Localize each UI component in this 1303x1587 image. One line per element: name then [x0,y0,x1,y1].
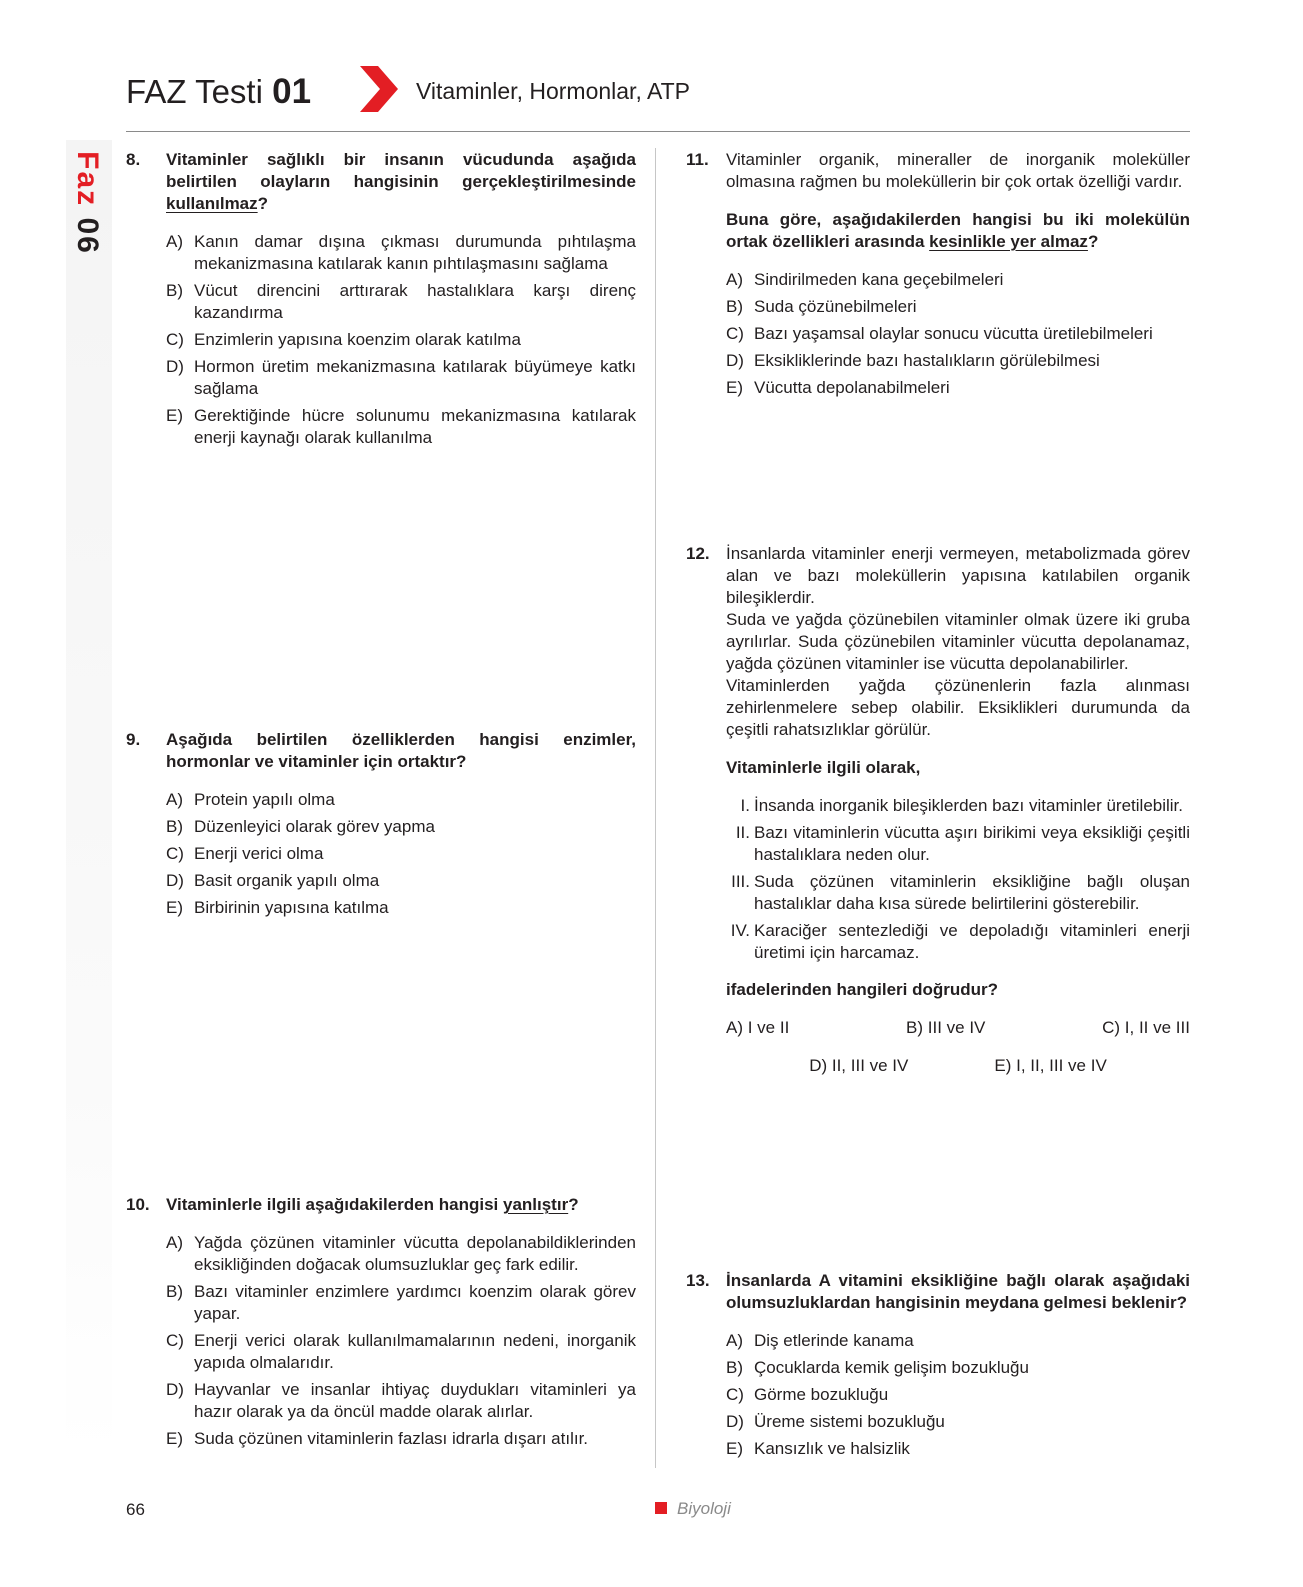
statement-text: Karaciğer sentezlediği ve depoladığı vitaminleri enerji üretimi için harcamaz. [754,921,1190,962]
option-text: Kansızlık ve halsizlik [754,1439,910,1458]
option-letter: E) [726,378,743,397]
option-letter: C) [166,844,184,863]
option-text: Enzimlerin yapısına koenzim olarak katılma [194,330,521,349]
option-text: Bazı yaşamsal olaylar sonucu vücutta üretilebilmeleri [754,324,1153,343]
question-stem: Aşağıda belirtilen özelliklerden hangisi enzimler, hormonlar ve vitaminler için ortaktır? [166,730,636,771]
answer-row-2 [726,1055,1190,1077]
statement-iii [726,871,1190,915]
answer-e[interactable]: E) I, II, III ve IV [994,1056,1107,1075]
statement-iv [726,920,1190,964]
option-list [726,269,1190,399]
stem-end: ? [1087,232,1099,251]
stem-emphasis: kullanılmaz [166,194,258,213]
option-text: Basit organik yapılı olma [194,871,380,890]
option-text: Enerji verici olma [194,844,324,863]
option-letter: E) [166,1429,183,1448]
question-8 [126,149,636,454]
option-letter: C) [726,1385,744,1404]
option-e[interactable] [166,1428,636,1450]
option-letter: D) [726,351,744,370]
option-list [166,789,636,919]
option-e[interactable] [726,1438,1190,1460]
question-number: 9. [126,730,141,749]
question-10 [126,1194,636,1455]
side-strip [66,140,112,1460]
statement-text: İnsanda inorganik bileşiklerden bazı vitaminler üretilebilir. [754,796,1184,815]
title-prefix: FAZ Testi [126,73,263,110]
option-a[interactable] [166,1232,636,1276]
option-c[interactable] [166,843,636,865]
question-11 [686,149,1190,404]
stem-text: Vitaminlerle ilgili aşağıdakilerden hangisi [166,1195,503,1214]
question-number: 11. [686,150,709,169]
page-number: 66 [126,1500,145,1519]
statement-i [726,795,1190,817]
option-letter: A) [726,270,743,289]
chevron-right-icon [358,66,400,112]
option-letter: E) [166,898,183,917]
option-text: Çocuklarda kemik gelişim bozukluğu [754,1358,1029,1377]
option-e[interactable] [726,377,1190,399]
question-stem: İnsanlarda A vitamini eksikliğine bağlı olarak aşağıdaki olumsuzluklardan hangisinin meydana gelmesi beklenir? [726,1271,1190,1312]
option-text: Hormon üretim mekanizmasına katılarak büyümeye katkı sağlama [194,357,636,398]
option-text: Protein yapılı olma [194,790,335,809]
option-letter: C) [166,1331,184,1350]
option-letter: D) [166,1380,184,1399]
option-letter: C) [726,324,744,343]
question-stem [726,209,1190,253]
option-text: Suda çözünebilmeleri [754,297,917,316]
answer-a[interactable]: A) I ve II [726,1018,790,1037]
passage-paragraph: İnsanlarda vitaminler enerji vermeyen, metabolizmada görev alan ve bazı moleküllerin yapısına katılabilen organik bileşiklerdir. [726,544,1190,607]
option-text: Gerektiğinde hücre solunumu mekanizmasına katılarak enerji kaynağı olarak kullanılma [194,406,636,447]
option-b[interactable] [726,1357,1190,1379]
question-lead: Vitaminlerle ilgili olarak, [726,758,921,777]
statement-text: Suda çözünen vitaminlerin eksikliğine bağlı oluşan hastalıklar daha kısa sürede belirtilerini gösterebilir. [754,872,1190,913]
subject-label: Biyoloji [677,1499,731,1518]
option-a[interactable] [166,789,636,811]
answer-d[interactable]: D) II, III ve IV [809,1056,909,1075]
option-text: Suda çözünen vitaminlerin fazlası idrarla dışarı atılır. [194,1429,589,1448]
question-13 [686,1270,1190,1465]
option-text: Kanın damar dışına çıkması durumunda pıhtılaşma mekanizmasına katılarak kanın pıhtılaşmasını sağlama [194,232,636,273]
option-letter: D) [726,1412,744,1431]
option-c[interactable] [726,323,1190,345]
stem-text: Vitaminler sağlıklı bir insanın vücudunda aşağıda belirtilen olayların hangisinin gerçekleştirilmesinde [166,150,636,191]
answer-b[interactable]: B) III ve IV [906,1018,986,1037]
option-text: Eksikliklerinde bazı hastalıkların görülebilmesi [754,351,1100,370]
option-letter: B) [166,1282,183,1301]
option-list [726,1330,1190,1460]
option-d[interactable] [166,356,636,400]
option-letter: B) [726,1358,743,1377]
option-letter: C) [166,330,184,349]
side-tab-number: 06 [71,217,104,255]
question-stem [166,149,636,215]
option-text: Üreme sistemi bozukluğu [754,1412,945,1431]
option-text: Bazı vitaminler enzimlere yardımcı koenzim olarak görev yapar. [194,1282,636,1323]
passage-paragraph: Suda ve yağda çözünebilen vitaminler olmak üzere iki gruba ayrılırlar. Suda çözünebilen vitaminler vücutta depolanamaz, yağda çözünen vitaminler ise vücutta depolanabilirler. [726,610,1190,673]
option-text: Sindirilmeden kana geçebilmeleri [754,270,1004,289]
option-letter: E) [166,406,183,425]
option-text: Enerji verici olarak kullanılmamalarının nedeni, inorganik yapıda olmalarıdır. [194,1331,636,1372]
answer-c[interactable]: C) I, II ve III [1102,1018,1190,1037]
option-d[interactable] [166,870,636,892]
option-b[interactable] [726,296,1190,318]
option-list [166,1232,636,1450]
side-tab-label: Faz [71,151,104,208]
option-b[interactable] [166,280,636,324]
option-b[interactable] [166,1281,636,1325]
option-letter: B) [726,297,743,316]
option-c[interactable] [166,329,636,351]
side-tab [70,148,104,258]
question-intro: Vitaminler organik, mineraller de inorganik moleküller olmasına rağmen bu moleküllerin bir çok ortak özelliği vardır. [726,150,1190,191]
question-stem: ifadelerinden hangileri doğrudur? [726,980,999,999]
option-list [166,231,636,449]
option-text: Vücutta depolanabilmeleri [754,378,950,397]
option-b[interactable] [166,816,636,838]
option-text: Görme bozukluğu [754,1385,889,1404]
option-a[interactable] [726,269,1190,291]
option-text: Vücut direncini arttırarak hastalıklara karşı direnç kazandırma [194,281,636,322]
stem-text: Buna göre, aşağıdakilerden hangisi bu iki molekülün ortak özellikleri arasında [726,210,1190,251]
statement-numeral: I. [740,796,750,815]
option-d[interactable] [726,350,1190,372]
option-letter: E) [726,1439,743,1458]
question-9 [126,729,636,924]
option-text: Düzenleyici olarak görev yapma [194,817,435,836]
square-icon [655,1502,667,1514]
stem-emphasis: kesinlikle yer almaz [929,232,1088,251]
statement-numeral: III. [731,872,750,891]
option-a[interactable] [726,1330,1190,1352]
question-stem [166,1194,636,1216]
question-number: 10. [126,1195,150,1214]
option-letter: D) [166,871,184,890]
statement-text: Bazı vitaminlerin vücutta aşırı birikimi veya eksikliği çeşitli hastalıklara neden olur. [754,823,1190,864]
option-letter: A) [166,1233,183,1252]
option-a[interactable] [166,231,636,275]
option-letter: A) [166,232,183,251]
statement-numeral: II. [735,823,750,842]
title-number: 01 [272,72,312,111]
option-letter: B) [166,817,183,836]
option-d[interactable] [726,1411,1190,1433]
stem-emphasis: yanlıştır [502,1195,569,1214]
question-number: 12. [686,544,710,563]
statement-ii [726,822,1190,866]
option-letter: A) [726,1331,743,1350]
option-e[interactable] [166,405,636,449]
option-c[interactable] [726,1384,1190,1406]
option-letter: D) [166,357,184,376]
option-letter: B) [166,281,183,300]
option-c[interactable] [166,1330,636,1374]
option-d[interactable] [166,1379,636,1423]
option-text: Diş etlerinde kanama [754,1331,914,1350]
option-text: Hayvanlar ve insanlar ihtiyaç duydukları vitaminleri ya hazır olarak ya da öncül madde olarak alırlar. [194,1380,636,1421]
stem-end: ? [257,194,269,213]
column-divider [655,148,656,1468]
header-divider [126,131,1190,132]
side-tab-text [70,151,104,255]
option-text: Birbirinin yapısına katılma [194,898,389,917]
option-e[interactable] [166,897,636,919]
passage-paragraph: Vitaminlerden yağda çözünenlerin fazla alınması zehirlenmelere sebep olabilir. Eksiklikleri durumunda da çeşitli rahatsızlıklar görülür. [726,676,1190,739]
question-number: 8. [126,150,141,169]
page-title [126,72,311,112]
statement-list [726,795,1190,964]
question-12 [686,543,1190,1077]
page-subtitle: Vitaminler, Hormonlar, ATP [416,78,690,104]
answer-row-1 [726,1017,1190,1039]
statement-numeral: IV. [730,921,750,940]
question-number: 13. [686,1271,710,1290]
option-letter: A) [166,790,183,809]
option-text: Yağda çözünen vitaminler vücutta depolanabildiklerinden eksikliğinden doğacak olumsuzluklar geç fark edilir. [194,1233,636,1274]
stem-end: ? [568,1195,579,1214]
